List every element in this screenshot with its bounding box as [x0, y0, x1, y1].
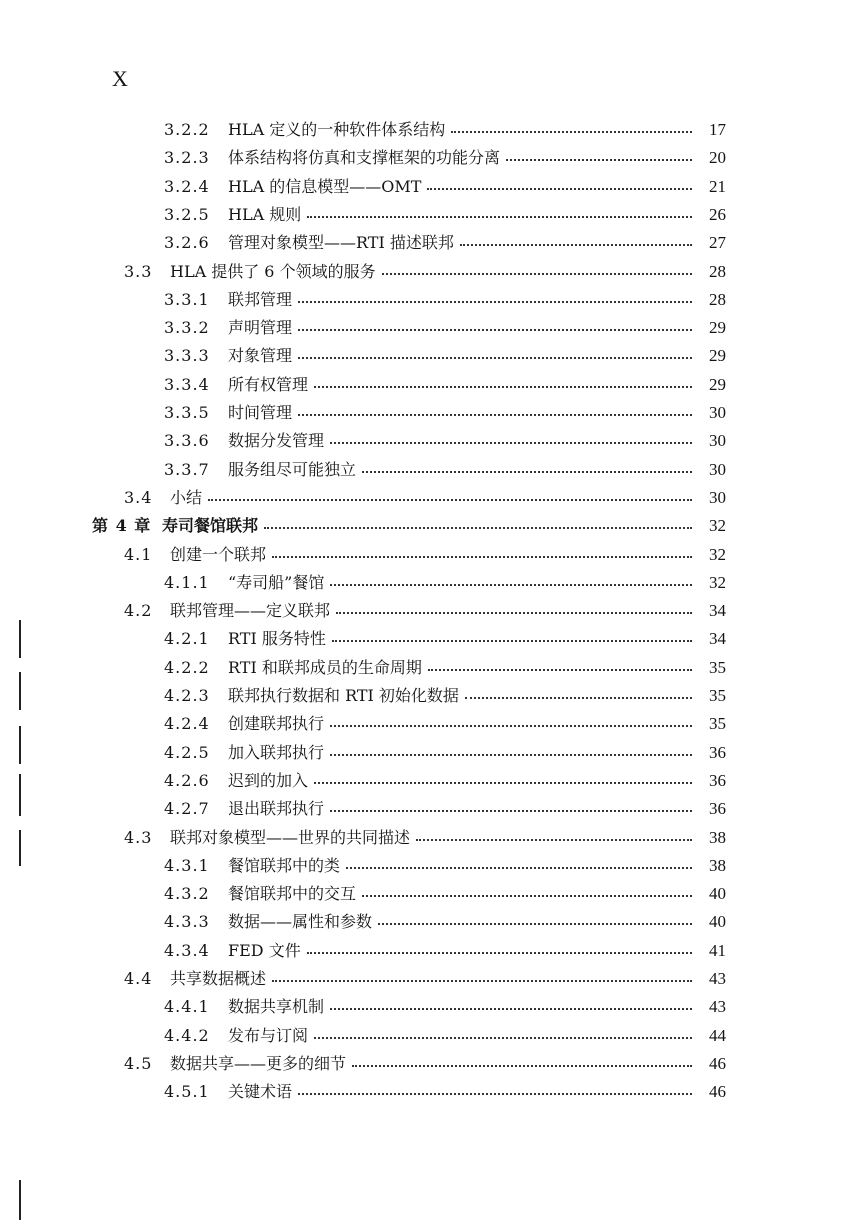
- toc-entry-number: 4.3.4: [164, 940, 210, 960]
- toc-entry-title: 寿司餐馆联邦: [162, 516, 259, 536]
- dot-leader: [298, 414, 692, 416]
- toc-entry-title: 餐馆联邦中的类: [228, 855, 341, 875]
- toc-entry[interactable]: [124, 824, 726, 852]
- toc-entry[interactable]: [164, 880, 726, 908]
- toc-entry-page: 36: [709, 799, 726, 819]
- toc-entry-title: 餐馆联邦中的交互: [228, 884, 357, 904]
- toc-entry-title: 数据分发管理: [228, 431, 325, 451]
- toc-entry-title: 创建联邦执行: [228, 714, 325, 734]
- toc-entry[interactable]: [164, 625, 726, 653]
- toc-entry[interactable]: [92, 512, 726, 540]
- toc-entry-title: 声明管理: [228, 318, 293, 338]
- toc-entry-page: 43: [709, 997, 726, 1017]
- toc-entry[interactable]: [164, 654, 726, 682]
- dot-leader: [378, 923, 692, 925]
- toc-entry-page: 35: [709, 714, 726, 734]
- dot-leader: [208, 499, 692, 501]
- toc-entry-number: 3.3: [124, 261, 153, 281]
- toc-entry-page: 40: [709, 912, 726, 932]
- toc-entry-title: 时间管理: [228, 403, 293, 422]
- toc-entry-title: 数据共享——更多的细节: [170, 1053, 347, 1073]
- toc-entry-page: 38: [709, 855, 726, 875]
- toc-entry[interactable]: [164, 173, 726, 201]
- toc-entry-title: 所有权管理: [228, 374, 309, 394]
- toc-entry-title: 退出联邦执行: [228, 799, 325, 819]
- toc-entry-title: 对象管理: [228, 346, 293, 366]
- toc-entry-title: 数据——属性和参数: [228, 912, 373, 932]
- toc-entry-number: 4.3.1: [164, 855, 210, 875]
- toc-entry-page: 30: [709, 431, 726, 451]
- page-number-marker: X: [112, 66, 128, 91]
- toc-entry-page: 36: [709, 770, 726, 790]
- dot-leader: [332, 640, 692, 642]
- toc-entry-title: “寿司船”餐馆: [228, 572, 325, 592]
- toc-entry-number: 3.2.5: [164, 204, 210, 224]
- scan-artifact-bar: [19, 830, 21, 866]
- toc-entry-title: 创建一个联邦: [170, 544, 267, 564]
- toc-entry-title: HLA 规则: [228, 204, 302, 224]
- toc-entry-page: 40: [709, 884, 726, 904]
- scan-artifact-bar: [19, 726, 21, 764]
- dot-leader: [330, 1008, 692, 1010]
- toc-entry-title: FED 文件: [228, 940, 301, 960]
- toc-entry-title: 联邦管理——定义联邦: [170, 601, 331, 621]
- scan-artifact-bar: [19, 774, 21, 816]
- scan-artifact-bar: [19, 672, 21, 710]
- toc-entry[interactable]: [124, 597, 726, 625]
- dot-leader: [298, 1093, 692, 1095]
- toc-entry-number: 3.3.1: [164, 289, 210, 309]
- toc-entry-title: HLA 的信息模型——OMT: [228, 176, 422, 196]
- dot-leader: [346, 867, 692, 869]
- toc-entry-number: 4.2.3: [164, 686, 210, 705]
- dot-leader: [314, 1037, 692, 1039]
- toc-entry-page: 29: [709, 318, 726, 338]
- toc-entry-title: 数据共享机制: [228, 997, 325, 1017]
- toc-entry-page: 27: [709, 233, 726, 253]
- toc-entry-number: 4.2.5: [164, 742, 210, 762]
- toc-entry-number: 4.3.3: [164, 912, 210, 932]
- dot-leader: [330, 584, 692, 586]
- toc-entry-title: HLA 定义的一种软件体系结构: [228, 120, 446, 139]
- toc-entry-page: 28: [709, 261, 726, 281]
- toc-entry[interactable]: [164, 116, 726, 144]
- toc-entry-number: 4.1: [124, 544, 153, 564]
- toc-entry-number: 4.4: [124, 969, 153, 988]
- toc-entry-page: 29: [709, 374, 726, 394]
- toc-entry-page: 38: [709, 827, 726, 847]
- dot-leader: [264, 527, 692, 529]
- toc-entry-number: 4.5.1: [164, 1082, 210, 1102]
- toc-entry[interactable]: [124, 258, 726, 286]
- toc-entry-number: 第 4 章: [92, 516, 152, 536]
- toc-entry[interactable]: [164, 144, 726, 172]
- toc-entry-page: 17: [709, 120, 726, 139]
- dot-leader: [314, 386, 692, 388]
- toc-entry-title: 关键术语: [228, 1082, 293, 1102]
- toc-entry[interactable]: [124, 541, 726, 569]
- toc-entry-page: 32: [709, 544, 726, 564]
- toc-entry-page: 46: [709, 1082, 726, 1102]
- toc-entry[interactable]: [164, 993, 726, 1021]
- toc-entry-page: 20: [709, 148, 726, 168]
- toc-entry-page: 35: [709, 657, 726, 677]
- toc-entry-number: 4.2.1: [164, 629, 210, 649]
- toc-entry-number: 4.2.6: [164, 770, 210, 790]
- toc-entry[interactable]: [164, 201, 726, 229]
- toc-entry-title: 小结: [170, 487, 203, 507]
- dot-leader: [451, 131, 692, 133]
- toc-entry-page: 26: [709, 204, 726, 224]
- toc-entry-number: 3.3.3: [164, 346, 210, 366]
- toc-entry[interactable]: [164, 937, 726, 965]
- toc-entry-title: 联邦对象模型——世界的共同描述: [170, 827, 411, 847]
- toc-entry-number: 3.3.2: [164, 318, 210, 338]
- toc-entry-page: 41: [709, 940, 726, 960]
- dot-leader: [330, 810, 692, 812]
- toc-entry-page: 21: [709, 176, 726, 196]
- dot-leader: [330, 754, 692, 756]
- dot-leader: [307, 216, 692, 218]
- toc-entry-title: RTI 和联邦成员的生命周期: [228, 657, 422, 677]
- dot-leader: [506, 159, 692, 161]
- dot-leader: [352, 1065, 692, 1067]
- toc-entry-title: RTI 服务特性: [228, 629, 326, 649]
- toc-entry[interactable]: [164, 1022, 726, 1050]
- toc-entry-number: 3.3.7: [164, 459, 210, 479]
- scan-artifact-bar: [19, 1180, 21, 1220]
- toc-entry[interactable]: [164, 286, 726, 314]
- dot-leader: [460, 244, 692, 246]
- toc-entry-number: 4.2: [124, 601, 153, 621]
- toc-entry-page: 29: [709, 346, 726, 366]
- toc-entry[interactable]: [164, 767, 726, 795]
- toc-entry-title: 联邦执行数据和 RTI 初始化数据: [228, 686, 459, 705]
- dot-leader: [298, 301, 692, 303]
- toc-entry-number: 4.4.2: [164, 1025, 210, 1045]
- dot-leader: [272, 980, 692, 982]
- toc-entry[interactable]: [164, 1078, 726, 1106]
- toc-entry[interactable]: [164, 682, 726, 710]
- toc-entry-page: 36: [709, 742, 726, 762]
- dot-leader: [314, 782, 692, 784]
- dot-leader: [298, 357, 692, 359]
- toc-entry-title: 发布与订阅: [228, 1025, 309, 1045]
- dot-leader: [330, 442, 692, 444]
- toc-entry-title: 服务组尽可能独立: [228, 459, 357, 479]
- toc-entry-title: 迟到的加入: [228, 770, 309, 790]
- toc-entry[interactable]: [164, 427, 726, 455]
- dot-leader: [307, 952, 692, 954]
- toc-entry[interactable]: [124, 484, 726, 512]
- dot-leader: [416, 839, 692, 841]
- toc-entry-number: 4.3: [124, 827, 153, 847]
- dot-leader: [298, 329, 692, 331]
- toc-entry[interactable]: [164, 852, 726, 880]
- toc-entry-number: 3.2.4: [164, 176, 210, 196]
- toc-entry-page: 30: [709, 403, 726, 422]
- toc-entry-number: 4.5: [124, 1053, 153, 1073]
- toc-entry[interactable]: [164, 229, 726, 257]
- toc-entry-page: 32: [709, 572, 726, 592]
- toc-entry[interactable]: [164, 399, 726, 427]
- toc-entry-page: 46: [709, 1053, 726, 1073]
- toc-entry-title: 共享数据概述: [170, 969, 267, 988]
- toc-entry-title: 管理对象模型——RTI 描述联邦: [228, 233, 454, 253]
- toc-entry-page: 34: [709, 601, 726, 621]
- toc-entry[interactable]: [164, 908, 726, 936]
- toc-entry[interactable]: [164, 456, 726, 484]
- toc-entry-page: 44: [709, 1025, 726, 1045]
- toc-entry[interactable]: [164, 371, 726, 399]
- toc-entry-number: 4.2.7: [164, 799, 210, 819]
- dot-leader: [428, 669, 692, 671]
- toc-entry-number: 4.2.2: [164, 657, 210, 677]
- toc-entry-page: 30: [709, 459, 726, 479]
- toc-entry-page: 28: [709, 289, 726, 309]
- dot-leader: [427, 188, 692, 190]
- dot-leader: [465, 697, 692, 699]
- toc-entry-number: 3.3.5: [164, 403, 210, 422]
- toc-entry-number: 3.3.4: [164, 374, 210, 394]
- toc-entry-title: 体系结构将仿真和支撑框架的功能分离: [228, 148, 501, 168]
- toc-entry-number: 4.1.1: [164, 572, 210, 592]
- dot-leader: [362, 471, 692, 473]
- toc-entry-number: 3.4: [124, 487, 153, 507]
- dot-leader: [330, 725, 692, 727]
- toc-entry[interactable]: [164, 795, 726, 823]
- toc-entry-title: 联邦管理: [228, 289, 293, 309]
- toc-entry-number: 4.2.4: [164, 714, 210, 734]
- toc-entry[interactable]: [164, 342, 726, 370]
- toc-entry-page: 32: [709, 516, 726, 536]
- dot-leader: [362, 895, 692, 897]
- toc-entry[interactable]: [164, 314, 726, 342]
- toc-entry[interactable]: [124, 965, 726, 993]
- dot-leader: [272, 556, 692, 558]
- dot-leader: [382, 273, 692, 275]
- toc-entry-page: 30: [709, 487, 726, 507]
- toc-entry[interactable]: [124, 1050, 726, 1078]
- toc-entry-number: 4.3.2: [164, 884, 210, 904]
- toc-entry-title: HLA 提供了 6 个领域的服务: [170, 261, 376, 281]
- toc-entry-page: 35: [709, 686, 726, 705]
- toc-entry-page: 43: [709, 969, 726, 988]
- toc-entry-number: 3.3.6: [164, 431, 210, 451]
- toc-entry-number: 3.2.2: [164, 120, 210, 139]
- toc-entry[interactable]: [164, 569, 726, 597]
- dot-leader: [336, 612, 692, 614]
- toc-entry[interactable]: [164, 739, 726, 767]
- toc-entry-page: 34: [709, 629, 726, 649]
- toc-entry-title: 加入联邦执行: [228, 742, 325, 762]
- toc-entry-number: 4.4.1: [164, 997, 210, 1017]
- toc-entry-number: 3.2.3: [164, 148, 210, 168]
- toc-entry-number: 3.2.6: [164, 233, 210, 253]
- toc-entry[interactable]: [164, 710, 726, 738]
- scan-artifact-bar: [19, 620, 21, 658]
